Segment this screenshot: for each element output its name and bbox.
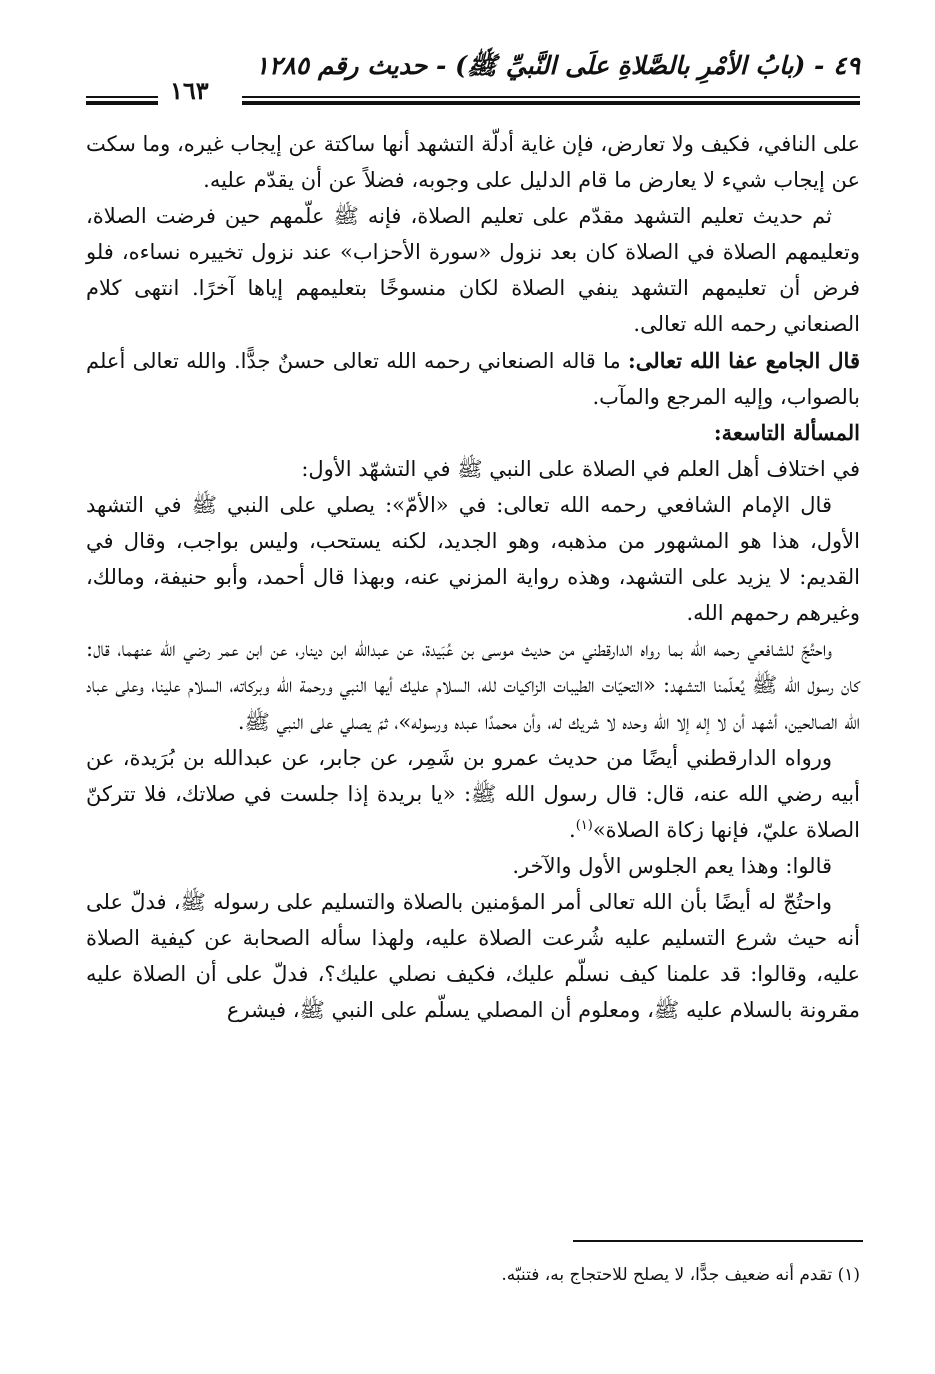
paragraph-text: قالوا: وهذا يعم الجلوس الأول والآخر. bbox=[512, 853, 832, 878]
paragraph-text: واحتُجّ للشافعي رحمه الله بما رواه الدارقطني من حديث موسى بن عُبَيدة، عن عبدالله ابن دينار، عن ابن عمر رضي الله عنهما، قال: كان رسول الله ﷺ يُعلّمنا التشهد: «التحيّات الطيبات الزاكيات لله، السلام عليك أيها النبي ورحمة الله وبركاته، السلام علينا، وعلى عباد الله الصالحين، أشهد أن لا إله إلا الله وحده لا شريك له، وأن محمدًا عبده ورسوله»، ثمّ يصلي على النبي ﷺ. bbox=[86, 637, 860, 734]
page-number-rule-thick bbox=[86, 101, 158, 105]
section-heading bbox=[86, 415, 860, 451]
paragraph-7 bbox=[86, 740, 860, 848]
paragraph-text: على النافي، فكيف ولا تعارض، فإن غاية أدلّة التشهد أنها ساكتة عن إيجاب غيره، وما سكت عن إيجاب شيء لا يعارض ما قام الدليل على وجوبه، فضلاً عن أن يقدّم عليه. bbox=[86, 132, 860, 193]
paragraph-text: قال الإمام الشافعي رحمه الله تعالى: في «الأمّ»: يصلي على النبي ﷺ في التشهد الأول، هذا هو المشهور من مذهبه، وهو الجديد، لكنه يستحب، وليس بواجب، وقال في القديم: لا يزيد على التشهد، وهذه رواية المزني عنه، وبهذا قال أحمد، وأبو حنيفة، ومالك، وغيرهم رحمهم الله. bbox=[86, 492, 860, 626]
paragraph-5 bbox=[86, 487, 860, 631]
bold-lead: قال الجامع عفا الله تعالى: bbox=[628, 347, 860, 373]
paragraph-4 bbox=[86, 451, 860, 487]
chapter-title: ٤٩ - (بابُ الأمْرِ بالصَّلاةِ علَى النَّبيِّ ﷺ) - حديث رقم ١٢٨٥ bbox=[255, 51, 860, 80]
page-header bbox=[86, 46, 860, 106]
paragraph-3 bbox=[86, 343, 860, 415]
paragraph-text: ثم حديث تعليم التشهد مقدّم على تعليم الصلاة، فإنه ﷺ علّمهم حين فرضت الصلاة، وتعليمهم الصلاة في الصلاة كان بعد نزول «سورة الأحزاب» عند نزول تخييره نساءه، فلو فرض أن تعليمهم التشهد ينفي الصلاة لكان منسوخًا بتعليمهم إياها آخرًا. انتهى كلام الصنعاني رحمه الله تعالى. bbox=[86, 204, 860, 337]
paragraph-text: ورواه الدارقطني أيضًا من حديث عمرو بن شَمِر، عن جابر، عن عبدالله بن بُرَيدة، عن أبيه رضي الله عنه، قال: قال رسول الله ﷺ: «يا بريدة إذا جلست في صلاتك، فلا تتركنّ الصلاة عليّ، فإنها زكاة الصلاة» bbox=[86, 745, 860, 842]
page-number-rule bbox=[86, 96, 158, 98]
page-number: ١٦٣ bbox=[170, 76, 209, 105]
main-text bbox=[86, 126, 860, 1028]
header-rule bbox=[242, 96, 860, 98]
footnote-separator bbox=[573, 1240, 863, 1242]
paragraph-text: ما قاله الصنعاني رحمه الله تعالى حسنٌ جدًّا. والله تعالى أعلم بالصواب، وإليه المرجع والمآب. bbox=[86, 348, 860, 409]
footnote: (١) تقدم أنه ضعيف جدًّا، لا يصلح للاحتجاج به، فتنبّه. bbox=[501, 1265, 860, 1285]
paragraph-text: واحتُجّ له أيضًا بأن الله تعالى أمر المؤمنين بالصلاة والتسليم على رسوله ﷺ، فدلّ على أنه حيث شرع التسليم عليه شُرعت الصلاة عليه، ولهذا سأله الصحابة عن كيفية الصلاة عليه، وقالوا: قد علمنا كيف نسلّم عليك، فكيف نصلي عليك؟، فدلّ على أن الصلاة عليه مقرونة بالسلام عليه ﷺ، ومعلوم أن المصلي يسلّم على النبي ﷺ، فيشرع bbox=[86, 889, 860, 1023]
issue-heading: المسألة التاسعة: bbox=[713, 419, 860, 445]
paragraph-6 bbox=[86, 631, 860, 739]
paragraph-8 bbox=[86, 848, 860, 884]
footnote-marker: (١) bbox=[575, 817, 593, 833]
header-rule-thick bbox=[242, 101, 860, 105]
paragraph-text: في اختلاف أهل العلم في الصلاة على النبي ﷺ في التشهّد الأول: bbox=[301, 456, 860, 481]
paragraph-tail: . bbox=[569, 817, 576, 842]
paragraph-9 bbox=[86, 884, 860, 1028]
paragraph-1 bbox=[86, 126, 860, 198]
paragraph-2 bbox=[86, 198, 860, 342]
